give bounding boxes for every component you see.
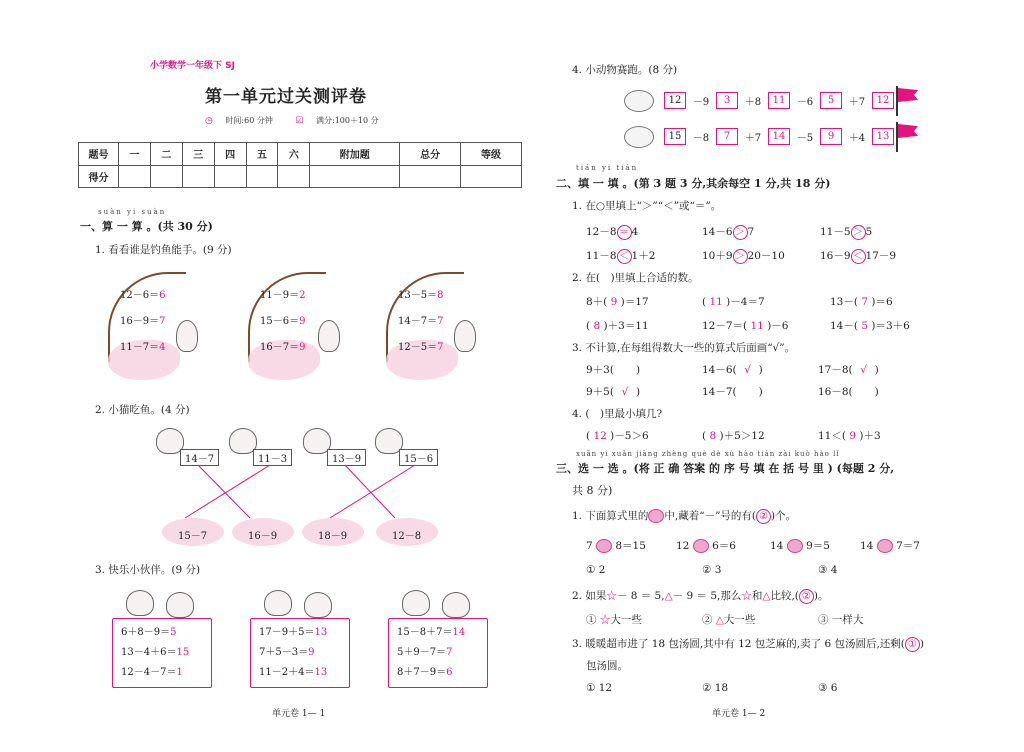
compare-item: 10＋9 ＞ 20－10 — [702, 250, 785, 262]
fishing-eq: 12－6＝6 — [120, 290, 166, 301]
score-header: 总分 — [400, 143, 461, 166]
q2-title: 2. 小猫吃鱼。(4 分) — [95, 404, 190, 416]
flower-icon — [693, 539, 709, 553]
fishing-eq: 11－7＝4 — [120, 342, 166, 353]
fishing-eq: 13－5＝8 — [398, 290, 444, 301]
partner-card-3: 15－8＋7＝14 5＋9－7＝7 8＋7－9＝6 — [388, 618, 488, 688]
flower-icon — [877, 539, 893, 553]
score-header: 五 — [246, 143, 278, 166]
compare-item: 12－8 ＝ 4 — [586, 226, 639, 238]
score-header: 题号 — [79, 143, 119, 166]
fishing-eq: 16－9＝7 — [120, 316, 166, 327]
bear-icon — [166, 592, 194, 618]
c1-option[interactable]: ② 3 — [702, 564, 722, 576]
flower-icon — [787, 539, 803, 553]
score-cell[interactable] — [278, 165, 310, 188]
fish-label: 18－9 — [318, 531, 348, 542]
fill-item: ( 8 )＋3＝11 — [586, 320, 649, 332]
c1-eq: 7 8＝15 — [586, 540, 646, 552]
score-cell[interactable] — [461, 165, 522, 188]
race-row-2: 15 －8 7 ＋7 14 －5 9 ＋4 13 — [662, 128, 896, 145]
partner-card-2: 17－9＋5＝13 7＋5－3＝9 11－2＋4＝13 — [250, 618, 350, 688]
matching-lines — [150, 460, 450, 520]
footer-right: 单元卷 1— 2 — [712, 709, 766, 719]
min-item: ( 12 )－5＞6 — [586, 430, 649, 442]
flag-pole — [896, 122, 898, 152]
flag-icon — [898, 124, 918, 138]
pig-icon — [264, 590, 292, 616]
c1-option[interactable]: ① 2 — [586, 564, 606, 576]
c3-option[interactable]: ① 12 — [586, 682, 613, 694]
score-header: 六 — [278, 143, 310, 166]
section2-pinyin: tián yi tián — [576, 164, 639, 172]
q4-title: 4. 小动物赛跑。(8 分) — [572, 64, 678, 76]
squirrel-icon — [624, 90, 654, 112]
flower-icon — [648, 509, 664, 523]
c1-question: 1. 下面算式里的 中,藏着“－”号的有( ② )个。 — [572, 510, 797, 522]
fishing-eq: 14－7＝7 — [398, 316, 444, 327]
q1-title: 1. 看看谁是钓鱼能手。(9 分) — [95, 244, 232, 256]
section1-title: 一、算 一 算 。(共 30 分) — [80, 220, 213, 233]
section3-title-cont: 共 8 分) — [572, 484, 613, 497]
c3-question: 3. 暖暖超市进了 18 包汤圆,其中有 12 包芝麻的,卖了 6 包汤圆后,还剩( ① ) — [572, 638, 925, 650]
check-item: 16－8( ) — [818, 386, 879, 398]
f2-title: 2. 在( )里填上合适的数。 — [572, 272, 699, 284]
compare-item: 14－6 ＞ 7 — [702, 226, 755, 238]
triangle-icon: △ — [762, 590, 771, 602]
section2-title: 二、填 一 填 。(第 3 题 3 分,其余每空 1 分,共 18 分) — [556, 177, 831, 190]
flower-icon — [596, 539, 612, 553]
score-header: 三 — [182, 143, 214, 166]
fish-label: 16－9 — [248, 531, 278, 542]
score-cell[interactable] — [150, 165, 182, 188]
rabbit-icon — [624, 126, 654, 148]
min-item: ( 8 )＋5＞12 — [702, 430, 765, 442]
score-cell[interactable] — [246, 165, 278, 188]
score-cell[interactable] — [214, 165, 246, 188]
fisher-character-icon — [318, 320, 340, 352]
c3-question-cont: 包汤圆。 — [586, 660, 628, 672]
fill-item: 12－7＝( 11 )－6 — [702, 320, 789, 332]
page-title: 第一单元过关测评卷 — [205, 87, 367, 107]
pig-icon — [402, 590, 430, 616]
c3-option[interactable]: ③ 6 — [818, 682, 838, 694]
section3-title: 三、选 一 选 。(将 正 确 答案 的 序 号 填 在 括 号 里 ) (每题 2 分, — [556, 462, 895, 475]
c1-eq: 14 7＝7 — [860, 540, 920, 552]
fishing-eq: 11－9＝2 — [260, 290, 306, 301]
f4-title: 4. ( )里最小填几? — [572, 408, 663, 420]
check-item: 9＋3( ) — [586, 364, 641, 376]
cat-label: 11－3 — [253, 449, 292, 466]
partner-card-1: 6＋8－9＝5 13－4＋6＝15 12－4－7＝1 — [112, 618, 212, 688]
clock-icon: ◷ — [205, 116, 213, 126]
score-cell[interactable] — [119, 165, 151, 188]
f1-title: 1. 在○里填上“＞”“＜”或“＝”。 — [572, 200, 722, 212]
cat-label: 15－6 — [399, 449, 438, 466]
flag-pole — [896, 86, 898, 116]
brand-label: 小学数学一年级下 SJ — [150, 61, 235, 71]
check-item: 14－7( ) — [702, 386, 763, 398]
fish-label: 15－7 — [178, 531, 208, 542]
score-header: 四 — [214, 143, 246, 166]
score-header: 附加题 — [310, 143, 400, 166]
score-cell[interactable] — [182, 165, 214, 188]
bear-icon — [442, 592, 470, 618]
bear-icon — [304, 592, 332, 618]
fill-item: ( 11 )－4＝7 — [702, 296, 765, 308]
f3-title: 3. 不计算,在每组得数大一些的算式后面画“√”。 — [572, 342, 796, 354]
score-table — [78, 142, 522, 188]
check-item: 9＋5( √ ) — [586, 386, 641, 398]
compare-item: 16－9 ＜ 17－9 — [820, 250, 897, 262]
c1-eq: 14 9＝5 — [770, 540, 830, 552]
c2-option[interactable]: ① ☆大一些 — [586, 614, 642, 626]
check-item: 14－6( √ ) — [702, 364, 763, 376]
score-label: 得分 — [79, 165, 119, 188]
score-cell[interactable] — [310, 165, 400, 188]
section3-pinyin: xuǎn yi xuǎn jiāng zhèng què dè xù hào tián zài kuò hào lǐ — [576, 450, 840, 458]
check-icon: ☑ — [295, 116, 304, 126]
c2-option[interactable]: ② △大一些 — [702, 614, 756, 626]
section1-pinyin: suàn yi suàn — [98, 208, 167, 216]
triangle-icon: △ — [664, 590, 673, 602]
q3-title: 3. 快乐小伙伴。(9 分) — [95, 564, 201, 576]
fish-label: 12－8 — [392, 531, 422, 542]
fishing-eq: 15－6＝9 — [260, 316, 306, 327]
score-header: 一 — [119, 143, 151, 166]
triangle-icon: △ — [715, 614, 724, 626]
fishing-eq: 16－7＝9 — [260, 342, 306, 353]
cat-label: 13－9 — [327, 449, 366, 466]
fisher-character-icon — [454, 320, 476, 352]
race-row-1: 12 －9 3 ＋8 11 －6 5 ＋7 12 — [662, 92, 896, 109]
compare-item: 11－5 ＞ 5 — [820, 226, 873, 238]
fill-item: 13－( 7 )＝6 — [830, 296, 893, 308]
pig-icon — [126, 590, 154, 616]
star-icon: ☆ — [606, 590, 617, 602]
check-item: 17－8( √ ) — [818, 364, 879, 376]
fill-item: 14－( 5 )＝3＋6 — [830, 320, 910, 332]
min-item: 11＜( 9 )＋3 — [818, 430, 881, 442]
fill-item: 8＋( 9 )＝17 — [586, 296, 649, 308]
fishing-eq: 12－5＝7 — [398, 342, 444, 353]
flag-icon — [898, 88, 918, 102]
compare-item: 11－8 ＜ 1＋2 — [586, 250, 656, 262]
star-icon: ☆ — [741, 590, 752, 602]
score-cell[interactable] — [400, 165, 461, 188]
c2-question: 2. 如果☆－ 8 ＝ 5,△－ 9 ＝ 5,那么☆和△比较,( ② )。 — [572, 590, 829, 602]
c1-eq: 12 6＝6 — [676, 540, 736, 552]
cat-label: 14－7 — [180, 449, 219, 466]
score-header: 二 — [150, 143, 182, 166]
c2-option[interactable]: ③ 一样大 — [818, 614, 864, 626]
fisher-character-icon — [176, 320, 198, 352]
footer-left: 单元卷 1— 1 — [272, 709, 326, 719]
exam-meta: ◷ 时间:60 分钟 ☑ 满分:100＋10 分 — [205, 116, 379, 126]
score-header: 等级 — [461, 143, 522, 166]
star-icon: ☆ — [599, 614, 611, 626]
c1-option[interactable]: ③ 4 — [818, 564, 838, 576]
c3-option[interactable]: ② 18 — [702, 682, 729, 694]
